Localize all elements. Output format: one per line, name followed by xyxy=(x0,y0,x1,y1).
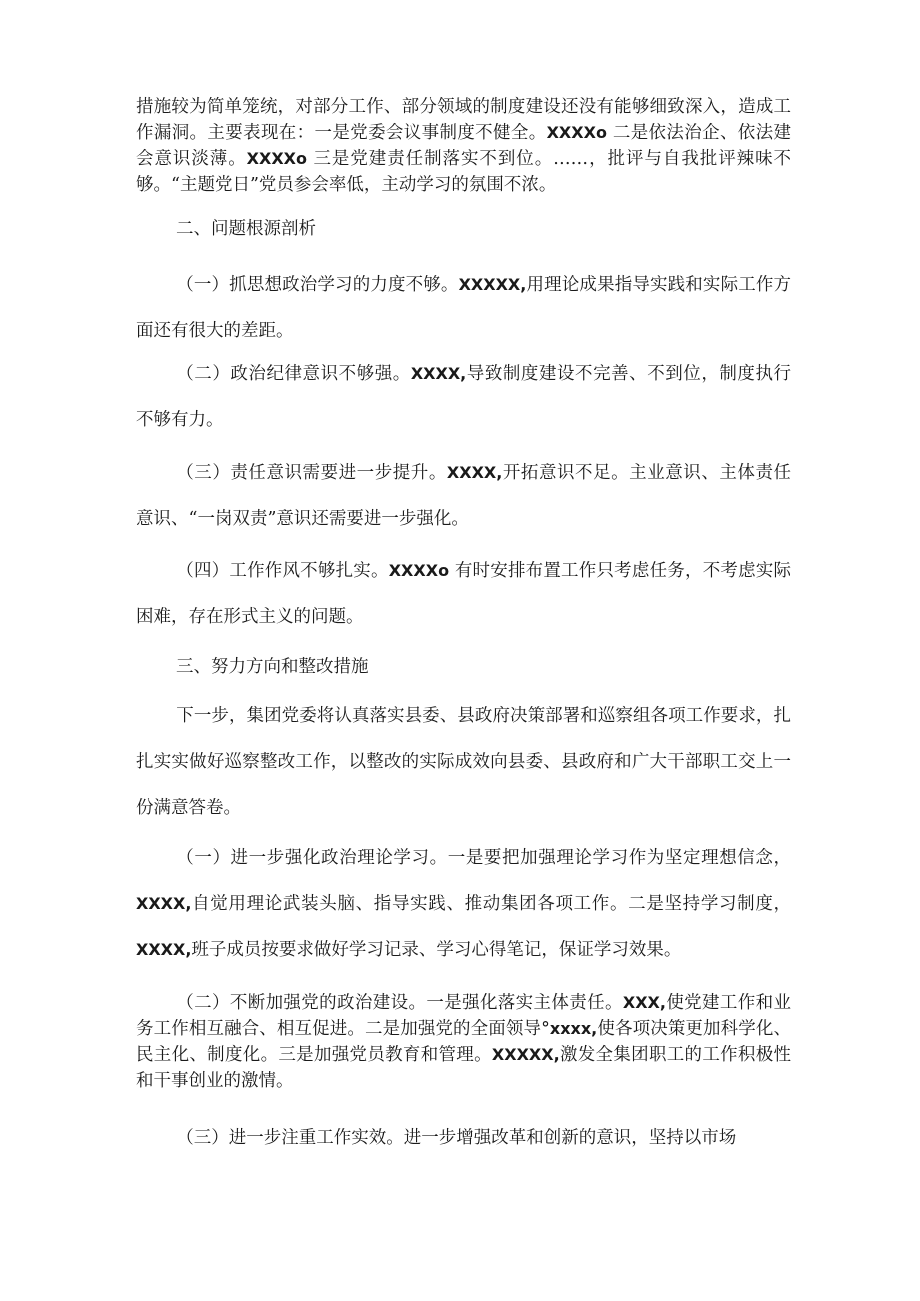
text-run: （二）不断加强党的政治建设。一是强化落实主体责任。 xyxy=(176,993,623,1013)
paragraph-intro xyxy=(136,94,791,198)
redacted-text: XXXXo xyxy=(246,149,307,168)
text-run: 使各项决策更加科学化、民主化、制度化。三是加强党员教育和管理。 xyxy=(136,1019,792,1065)
redacted-text: XXXXX, xyxy=(458,275,527,294)
text-run: 开拓意识不足。主业意识、主体责任意识、“一岗双责”意识还需要进一步强化。 xyxy=(136,463,792,529)
text-run: 措施较为简单笼统，对部分工作、部分领域的制度建设还没有能够细致深入，造成工作漏洞。主要表现在：一是党委会议事制度不健全。 xyxy=(136,97,791,143)
redacted-text: XXXX, xyxy=(446,463,503,482)
paragraph-section2-item4 xyxy=(136,548,791,640)
redacted-text: XXXX, xyxy=(410,364,467,383)
text-run: （一）进一步强化政治理论学习。一是要把加强理论学习作为坚定理想信念， xyxy=(176,848,791,868)
text-run: 导致制度建设不完善、不到位，制度执行不够有力。 xyxy=(136,364,792,430)
redacted-text: XXXX, xyxy=(136,940,192,959)
text-run: 用理论成果指导实践和实际工作方面还有很大的差距。 xyxy=(136,275,792,341)
text-run: 有时安排布置工作只考虑任务，不考虑实际困难，存在形式主义的问题。 xyxy=(136,561,792,627)
redacted-text: XXX, xyxy=(622,993,666,1012)
text-run: （三）责任意识需要进一步提升。 xyxy=(176,463,447,483)
redacted-text: XXXXX, xyxy=(491,1045,560,1064)
text-run: （二）政治纪律意识不够强。 xyxy=(176,364,411,384)
paragraph-section3-item3: （三）进一步注重工作实效。进一步增强改革和创新的意识，坚持以市场 xyxy=(176,1128,737,1148)
text-run: 班子成员按要求做好学习记录、学习心得笔记，保证学习效果。 xyxy=(191,940,682,960)
paragraph-section3-intro: 下一步，集团党委将认真落实县委、县政府决策部署和巡察组各项工作要求，扎扎实实做好巡察整改工作，以整改的实际成效向县委、县政府和广大干部职工交上一份满意答卷。 xyxy=(136,706,791,818)
redacted-text: xxxx, xyxy=(549,1019,598,1038)
paragraph-section2-item1 xyxy=(136,262,791,354)
text-run: 自觉用理论武装头脑、指导实践、推动集团各项工作。二是坚持学习制度， xyxy=(191,894,791,914)
paragraph-section3-item1 xyxy=(136,835,791,973)
redacted-text: XXXXo xyxy=(546,123,607,142)
text-run: （一）抓思想政治学习的力度不够。 xyxy=(176,275,459,295)
text-run: 二是依法治企、依法建会意识淡薄。 xyxy=(136,123,792,169)
redacted-text: XXXXo xyxy=(388,561,450,580)
paragraph-section3-item2 xyxy=(136,990,791,1094)
paragraph-section2-item3 xyxy=(136,450,791,542)
text-run: 激发全集团职工的工作积极性和干事创业的激情。 xyxy=(136,1045,792,1091)
section-heading-2: 二、问题根源剖析 xyxy=(176,219,316,239)
text-run: 使党建工作和业务工作相互融合、相互促进。二是加强党的全面领导° xyxy=(136,993,792,1039)
paragraph-section2-item2 xyxy=(136,351,791,443)
text-run: （四）工作作风不够扎实。 xyxy=(176,561,389,581)
text-run: 三是党建责任制落实不到位。……，批评与自我批评辣味不够。“主题党日”党员参会率低，主动学习的氛围不浓。 xyxy=(136,149,792,195)
section-heading-3: 三、努力方向和整改措施 xyxy=(176,657,369,677)
redacted-text: XXXX, xyxy=(136,894,192,913)
